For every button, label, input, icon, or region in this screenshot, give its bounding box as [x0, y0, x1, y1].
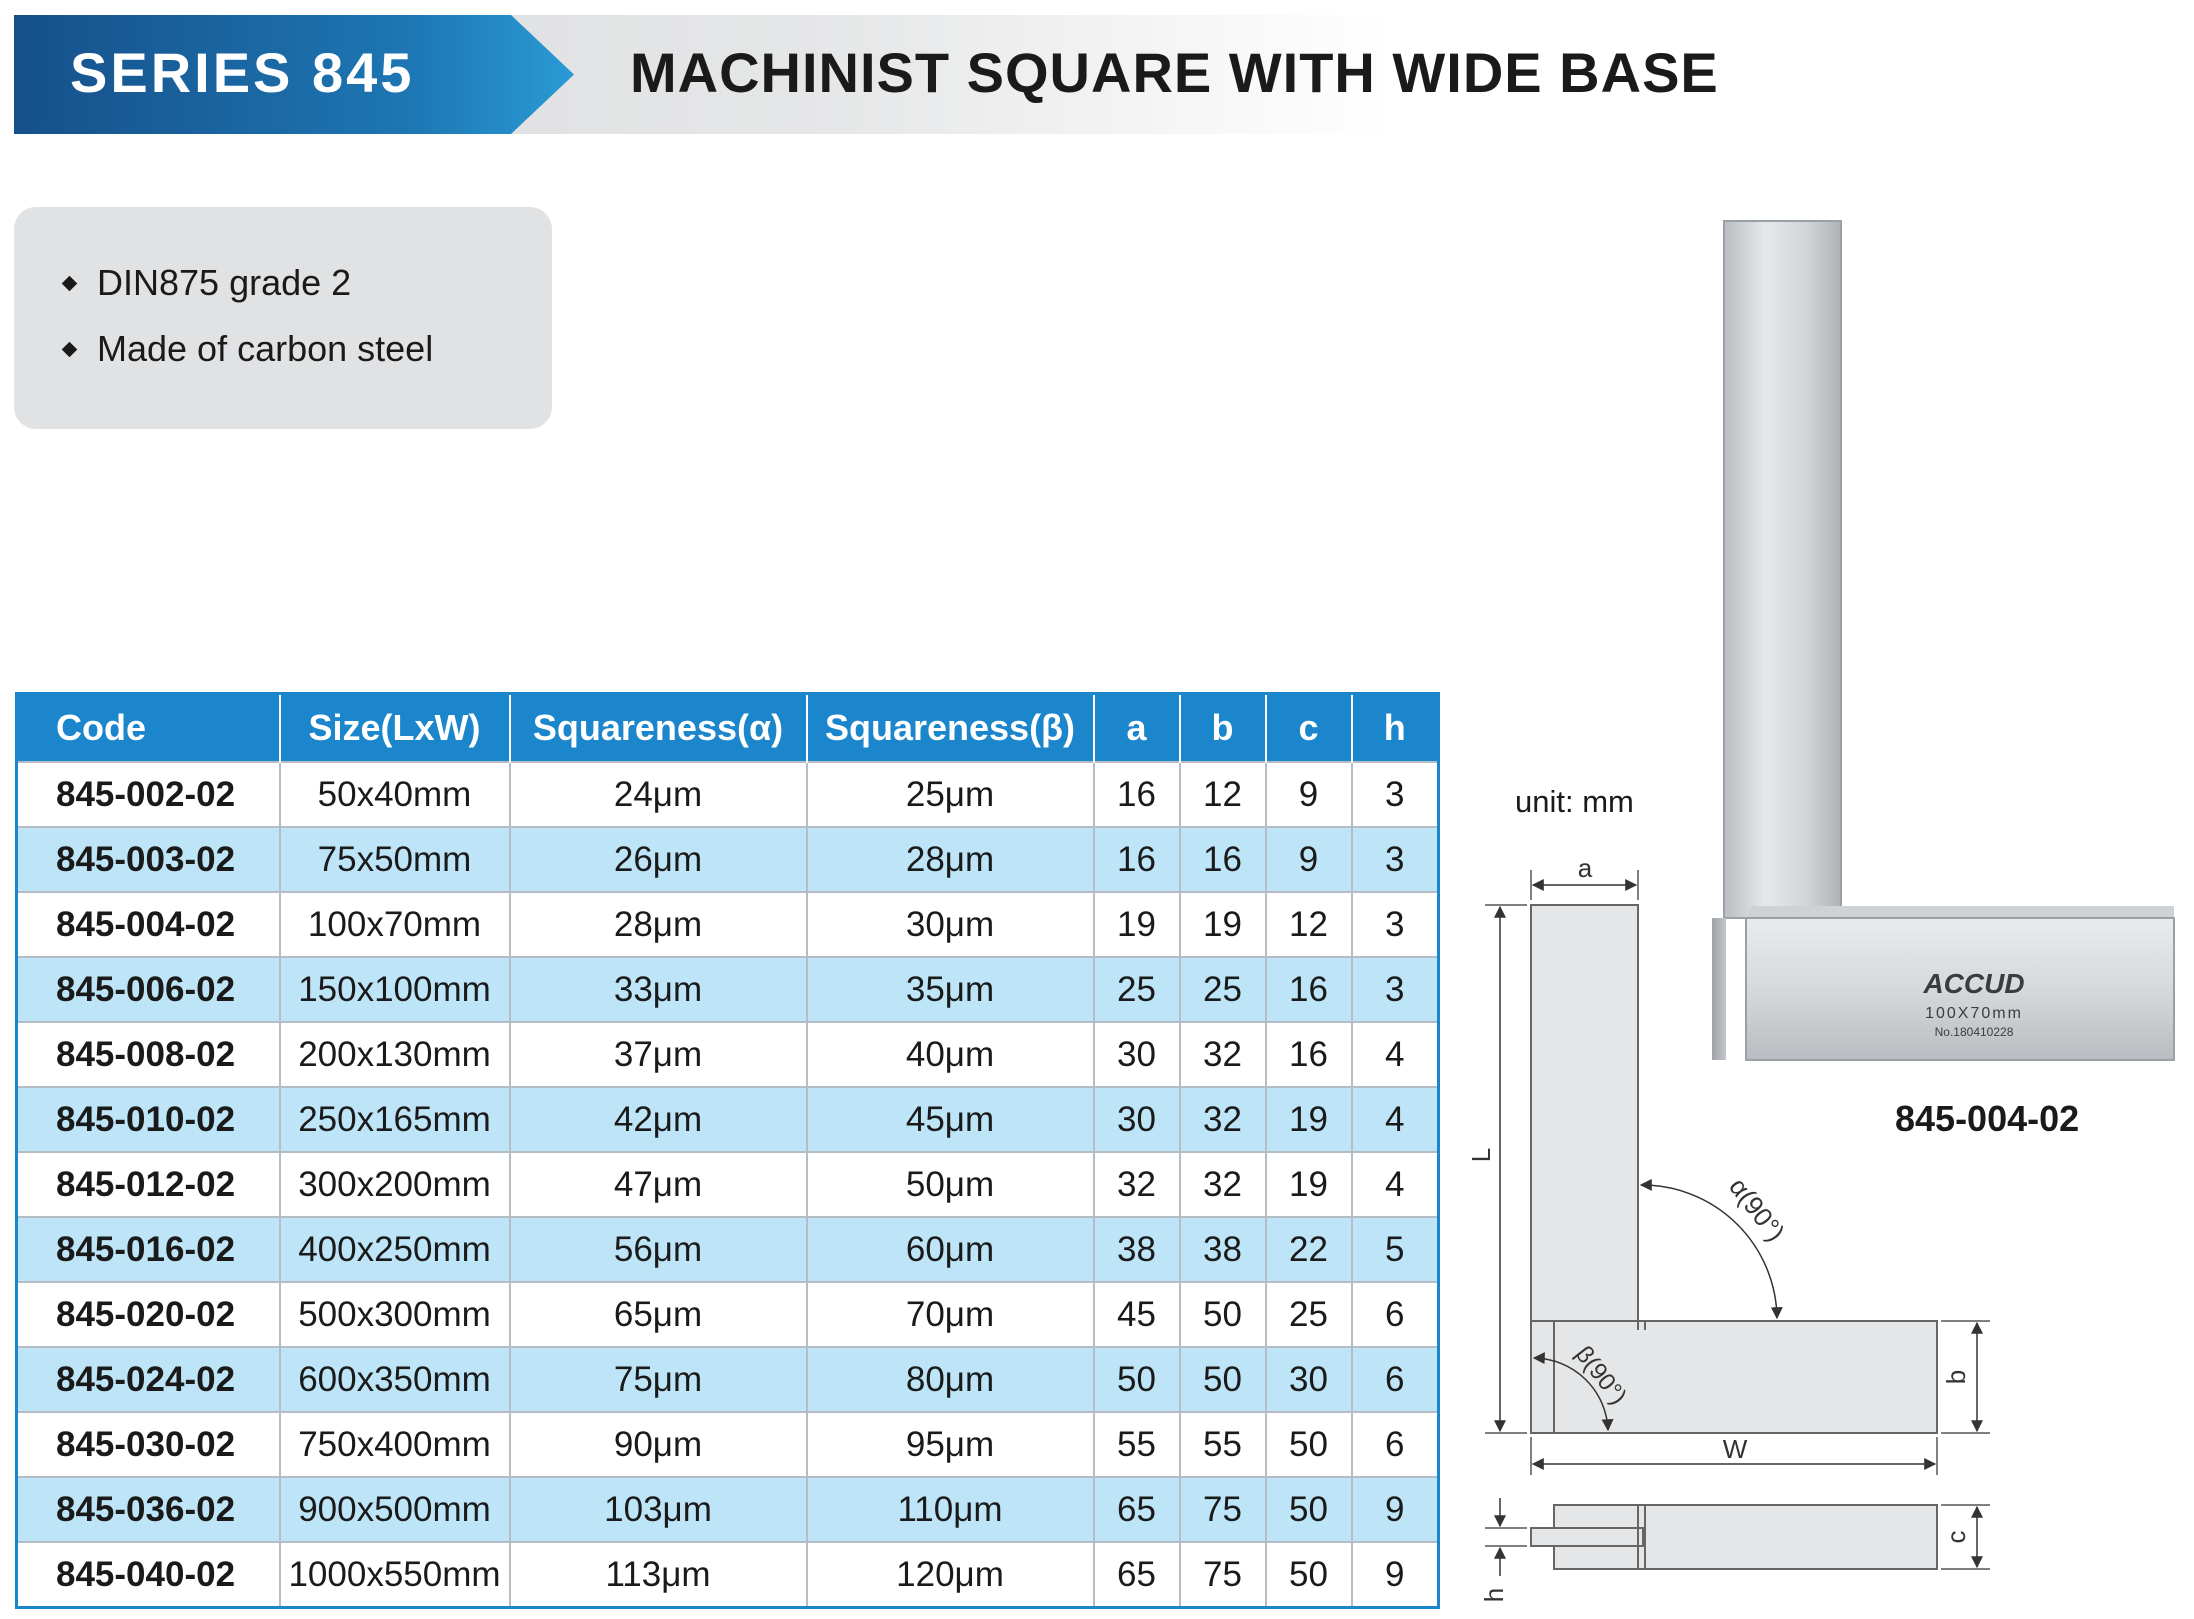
product-code-cell: 845-036-02	[17, 1477, 280, 1542]
table-cell: 113μm	[510, 1542, 807, 1608]
table-cell: 50	[1266, 1542, 1352, 1608]
product-code-cell: 845-016-02	[17, 1217, 280, 1282]
product-code-cell: 845-040-02	[17, 1542, 280, 1608]
table-cell: 100x70mm	[280, 892, 510, 957]
table-row	[17, 1542, 1439, 1608]
feature-item	[64, 262, 351, 304]
table-cell: 19	[1094, 892, 1180, 957]
table-cell: 47μm	[510, 1152, 807, 1217]
product-code-cell: 845-006-02	[17, 957, 280, 1022]
table-cell: 33μm	[510, 957, 807, 1022]
table-cell: 4	[1352, 1022, 1439, 1087]
serial-marking: No.180410228	[1934, 1025, 2014, 1039]
table-cell: 16	[1180, 827, 1266, 892]
table-cell: 95μm	[807, 1412, 1094, 1477]
table-cell: 32	[1180, 1022, 1266, 1087]
table-cell: 300x200mm	[280, 1152, 510, 1217]
column-header: Squareness(α)	[510, 694, 807, 763]
product-code-cell: 845-012-02	[17, 1152, 280, 1217]
dim-label-L: L	[1466, 1147, 1496, 1163]
table-cell: 30	[1266, 1347, 1352, 1412]
column-header: Code	[17, 694, 280, 763]
table-cell: 38	[1180, 1217, 1266, 1282]
series-label: SERIES 845	[70, 41, 415, 104]
table-cell: 25	[1180, 957, 1266, 1022]
size-marking: 100X70mm	[1925, 1005, 2023, 1022]
product-code-cell: 845-004-02	[17, 892, 280, 957]
column-header: h	[1352, 694, 1439, 763]
dim-label-W: W	[1722, 1434, 1748, 1464]
table-cell: 24μm	[510, 762, 807, 827]
table-cell: 25	[1266, 1282, 1352, 1347]
table-cell: 16	[1094, 762, 1180, 827]
table-row	[17, 827, 1439, 892]
table-cell: 65	[1094, 1477, 1180, 1542]
table-cell: 60μm	[807, 1217, 1094, 1282]
column-header: a	[1094, 694, 1180, 763]
table-cell: 50μm	[807, 1152, 1094, 1217]
table-cell: 16	[1266, 957, 1352, 1022]
table-cell: 4	[1352, 1087, 1439, 1152]
table-cell: 50	[1180, 1282, 1266, 1347]
table-cell: 32	[1180, 1087, 1266, 1152]
table-cell: 3	[1352, 957, 1439, 1022]
dim-label-a: a	[1577, 853, 1593, 883]
product-code-cell: 845-002-02	[17, 762, 280, 827]
table-cell: 28μm	[510, 892, 807, 957]
table-cell: 32	[1094, 1152, 1180, 1217]
table-cell: 6	[1352, 1347, 1439, 1412]
table-cell: 19	[1266, 1087, 1352, 1152]
table-row	[17, 957, 1439, 1022]
product-code-cell: 845-010-02	[17, 1087, 280, 1152]
column-header: c	[1266, 694, 1352, 763]
table-cell: 103μm	[510, 1477, 807, 1542]
table-cell: 26μm	[510, 827, 807, 892]
table-row	[17, 1217, 1439, 1282]
table-cell: 50	[1094, 1347, 1180, 1412]
table-cell: 6	[1352, 1282, 1439, 1347]
column-header: b	[1180, 694, 1266, 763]
table-cell: 50	[1266, 1412, 1352, 1477]
table-cell: 19	[1266, 1152, 1352, 1217]
product-code-cell: 845-008-02	[17, 1022, 280, 1087]
table-cell: 40μm	[807, 1022, 1094, 1087]
table-cell: 9	[1352, 1542, 1439, 1608]
table-cell: 900x500mm	[280, 1477, 510, 1542]
diamond-bullet-icon	[62, 276, 78, 292]
table-row	[17, 1282, 1439, 1347]
table-cell: 12	[1180, 762, 1266, 827]
dim-label-b: b	[1941, 1369, 1971, 1385]
table-cell: 120μm	[807, 1542, 1094, 1608]
table-cell: 75x50mm	[280, 827, 510, 892]
table-cell: 750x400mm	[280, 1412, 510, 1477]
features-box	[14, 207, 552, 429]
table-cell: 50	[1266, 1477, 1352, 1542]
table-cell: 500x300mm	[280, 1282, 510, 1347]
table-cell: 12	[1266, 892, 1352, 957]
table-cell: 56μm	[510, 1217, 807, 1282]
table-cell: 55	[1094, 1412, 1180, 1477]
table-cell: 65μm	[510, 1282, 807, 1347]
table-row	[17, 1412, 1439, 1477]
table-row	[17, 1477, 1439, 1542]
table-cell: 150x100mm	[280, 957, 510, 1022]
table-cell: 75	[1180, 1542, 1266, 1608]
table-cell: 45	[1094, 1282, 1180, 1347]
table-cell: 50	[1180, 1347, 1266, 1412]
table-row	[17, 1347, 1439, 1412]
table-cell: 28μm	[807, 827, 1094, 892]
table-cell: 50x40mm	[280, 762, 510, 827]
angle-label-beta: β(90°)	[1569, 1341, 1632, 1410]
table-row	[17, 1087, 1439, 1152]
table-cell: 19	[1180, 892, 1266, 957]
table-cell: 4	[1352, 1152, 1439, 1217]
table-cell: 38	[1094, 1217, 1180, 1282]
feature-text: Made of carbon steel	[97, 328, 434, 369]
table-cell: 600x350mm	[280, 1347, 510, 1412]
table-cell: 6	[1352, 1412, 1439, 1477]
dim-label-c: c	[1941, 1530, 1971, 1544]
table-cell: 16	[1094, 827, 1180, 892]
table-cell: 75μm	[510, 1347, 807, 1412]
diamond-bullet-icon	[62, 342, 78, 358]
table-cell: 110μm	[807, 1477, 1094, 1542]
table-cell: 90μm	[510, 1412, 807, 1477]
table-cell: 250x165mm	[280, 1087, 510, 1152]
table-cell: 9	[1266, 762, 1352, 827]
table-cell: 3	[1352, 892, 1439, 957]
table-cell: 35μm	[807, 957, 1094, 1022]
table-cell: 30μm	[807, 892, 1094, 957]
product-code-cell: 845-030-02	[17, 1412, 280, 1477]
table-cell: 75	[1180, 1477, 1266, 1542]
table-cell: 25	[1094, 957, 1180, 1022]
table-cell: 5	[1352, 1217, 1439, 1282]
table-cell: 30	[1094, 1022, 1180, 1087]
table-cell: 400x250mm	[280, 1217, 510, 1282]
table-row	[17, 1152, 1439, 1217]
table-cell: 80μm	[807, 1347, 1094, 1412]
table-row	[17, 1022, 1439, 1087]
unit-label: unit: mm	[1515, 784, 1634, 819]
table-header-row	[17, 694, 1439, 763]
table-cell: 32	[1180, 1152, 1266, 1217]
table-cell: 37μm	[510, 1022, 807, 1087]
spec-table	[15, 692, 1440, 1609]
angle-label-alpha: α(90°)	[1723, 1171, 1791, 1247]
table-cell: 1000x550mm	[280, 1542, 510, 1608]
column-header: Squareness(β)	[807, 694, 1094, 763]
table-row	[17, 762, 1439, 827]
table-cell: 3	[1352, 762, 1439, 827]
table-cell: 45μm	[807, 1087, 1094, 1152]
plan-view-blade	[1531, 1528, 1643, 1546]
product-code-cell: 845-003-02	[17, 827, 280, 892]
product-code-cell: 845-024-02	[17, 1347, 280, 1412]
product-code-caption: 845-004-02	[1895, 1098, 2080, 1139]
dim-label-h: h	[1479, 1587, 1509, 1603]
table-cell: 9	[1266, 827, 1352, 892]
feature-text: DIN875 grade 2	[97, 262, 352, 303]
product-code-cell: 845-020-02	[17, 1282, 280, 1347]
table-cell: 22	[1266, 1217, 1352, 1282]
square-blade	[1724, 221, 1841, 918]
brand-logo: ACCUD	[1923, 968, 2025, 999]
table-cell: 65	[1094, 1542, 1180, 1608]
feature-item	[64, 328, 433, 370]
table-cell: 42μm	[510, 1087, 807, 1152]
drawing-blade-lower	[1531, 1321, 1554, 1433]
table-cell: 16	[1266, 1022, 1352, 1087]
table-cell: 70μm	[807, 1282, 1094, 1347]
table-cell: 3	[1352, 827, 1439, 892]
table-cell: 200x130mm	[280, 1022, 510, 1087]
technical-drawing	[1466, 853, 1995, 1610]
table-row	[17, 892, 1439, 957]
table-cell: 30	[1094, 1087, 1180, 1152]
spec-table-container	[15, 692, 1440, 1609]
page-title: MACHINIST SQUARE WITH WIDE BASE	[630, 41, 1719, 104]
table-cell: 55	[1180, 1412, 1266, 1477]
column-header: Size(LxW)	[280, 694, 510, 763]
drawing-blade	[1531, 905, 1638, 1321]
table-cell: 9	[1352, 1477, 1439, 1542]
table-cell: 25μm	[807, 762, 1094, 827]
